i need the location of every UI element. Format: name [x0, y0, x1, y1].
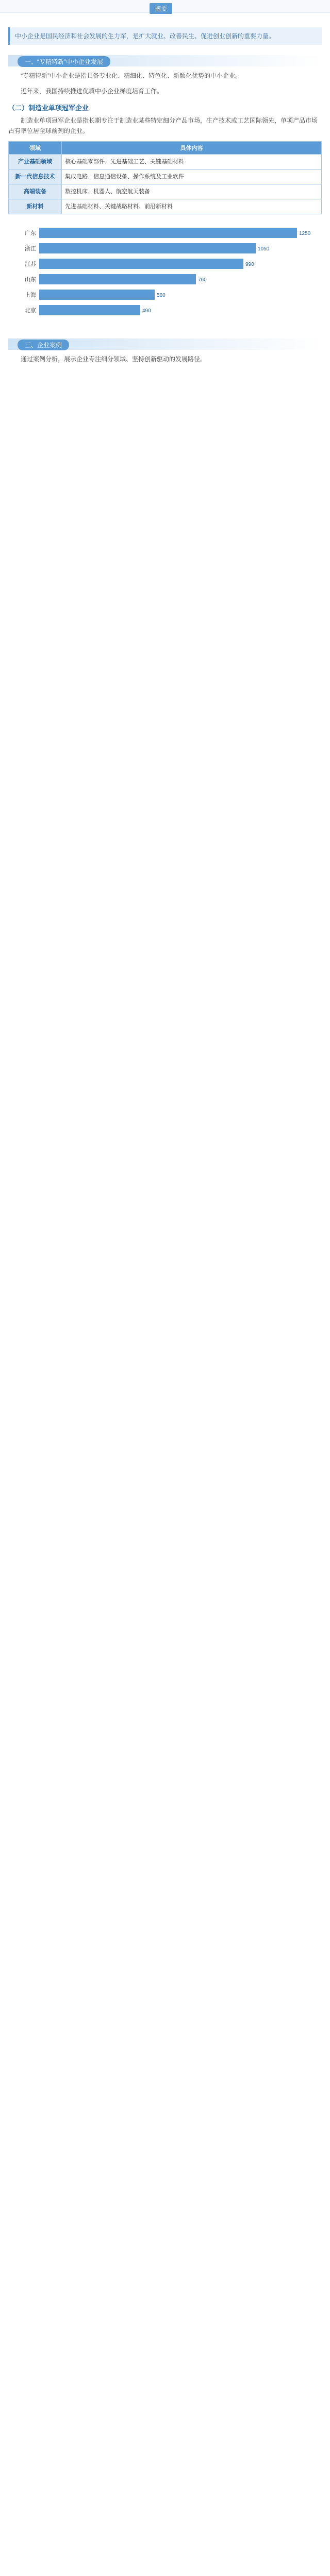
category-label: 浙江: [25, 246, 36, 252]
table-row: [9, 184, 322, 199]
table-cell: 核心基础零部件、先进基础工艺、关键基础材料: [62, 155, 322, 170]
bar: [39, 228, 297, 238]
value-label: 560: [157, 293, 166, 298]
bar: [39, 243, 256, 253]
table-cell: 产业基础领域: [9, 155, 62, 170]
chart-svg: [8, 223, 322, 326]
category-label: 山东: [25, 277, 36, 283]
table-cell: 集成电路、信息通信设备、操作系统及工业软件: [62, 170, 322, 184]
value-label: 1250: [299, 231, 311, 236]
value-label: 990: [245, 262, 254, 267]
table-row: [9, 199, 322, 214]
category-label: 上海: [25, 292, 36, 298]
category-label: 江苏: [25, 261, 36, 267]
bar-chart: [8, 223, 322, 328]
paragraph: 制造业单项冠军企业是指长期专注于制造业某些特定细分产品市场，生产技术或工艺国际领先，单项产品市场占有率位居全球前列的企业。: [8, 117, 318, 134]
paragraph: “专精特新”中小企业是指具备专业化、精细化、特色化、新颖化优势的中小企业。: [21, 72, 241, 79]
table-cell: 高端装备: [9, 184, 62, 199]
table-cell: 先进基础材料、关键战略材料、前沿新材料: [62, 199, 322, 214]
top-bar: [0, 0, 330, 13]
abstract-box: 中小企业是国民经济和社会发展的生力军，是扩大就业、改善民生、促进创业创新的重要力量。: [8, 27, 322, 45]
section-ribbon-2: [8, 338, 322, 350]
domain-table: [8, 141, 322, 214]
table-header: 领域: [9, 142, 62, 155]
table-cell: 新材料: [9, 199, 62, 214]
section-ribbon-1: [8, 55, 322, 66]
value-label: 760: [198, 277, 207, 283]
paragraph: 通过案例分析，展示企业专注细分领域、坚持创新驱动的发展路径。: [21, 355, 207, 363]
bar: [39, 259, 243, 269]
bar: [39, 274, 196, 284]
table-cell: 数控机床、机器人、航空航天装备: [62, 184, 322, 199]
value-label: 490: [142, 308, 151, 314]
bar: [39, 290, 155, 300]
table-cell: 新一代信息技术: [9, 170, 62, 184]
bar: [39, 305, 140, 315]
table-header: 具体内容: [62, 142, 322, 155]
subsection-title: （二）制造业单项冠军企业: [8, 104, 89, 112]
summary-tag: 摘要: [150, 3, 172, 14]
paragraph: 近年来，我国持续推进优质中小企业梯度培育工作。: [21, 88, 163, 95]
section-pill-1: 一、“专精特新”中小企业发展: [18, 56, 110, 67]
section-pill-2: 三、企业案例: [18, 340, 69, 350]
table-row: [9, 155, 322, 170]
category-label: 北京: [25, 308, 36, 314]
table-row: [9, 170, 322, 184]
value-label: 1050: [258, 246, 270, 252]
category-label: 广东: [25, 230, 36, 236]
